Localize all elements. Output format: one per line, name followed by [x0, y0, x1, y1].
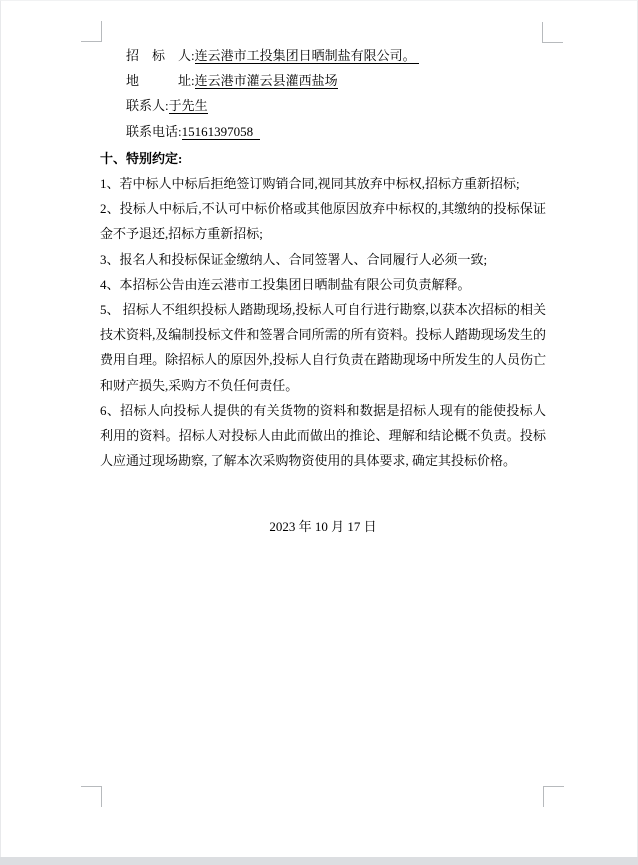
- clause-paragraph-2: 2、投标人中标后,不认可中标价格或其他原因放弃中标权的,其缴纳的投标保证金不予退还,招标方重新招标;: [100, 201, 546, 242]
- document-text-area: [100, 43, 546, 540]
- contact-block: [100, 43, 546, 144]
- contact-row-contact-person: [100, 93, 546, 118]
- clause-paragraph-5: 5、 招标人不组织投标人踏勘现场,投标人可自行进行勘察,以获本次招标的相关技术资料,及编制投标文件和签署合同所需的所有资料。投标人踏勘现场发生的费用自理。除招标人的原因外,投标人自行负责在踏勘现场中所发生的人员伤亡和财产损失,采购方不负任何责任。: [100, 302, 546, 393]
- date-line: 2023 年 10 月 17 日: [269, 519, 377, 535]
- field-label-phone: 联系电话:: [126, 123, 182, 139]
- clause-paragraph-3: 3、报名人和投标保证金缴纳人、合同签署人、合同履行人必须一致;: [100, 251, 488, 267]
- clause-paragraph-4: 4、本招标公告由连云港市工投集团日晒制盐有限公司负责解释。: [100, 276, 471, 292]
- margin-crop-mark-top-left-icon: [81, 21, 102, 42]
- margin-crop-mark-top-right-icon: [542, 22, 563, 43]
- contact-row-phone: [100, 119, 546, 144]
- section-title-special-provisions: 十、特别约定:: [100, 150, 183, 166]
- field-value-phone: 15161397058: [181, 123, 260, 139]
- margin-crop-mark-bottom-left-icon: [81, 786, 102, 807]
- clause-paragraph-1: 1、若中标人中标后拒绝签订购销合同,视同其放弃中标权,招标方重新招标;: [100, 176, 520, 192]
- margin-crop-mark-bottom-right-icon: [543, 786, 564, 807]
- clause-paragraph-6: 6、招标人向投标人提供的有关货物的资料和数据是招标人现有的能使投标人利用的资料。招标人对投标人由此而做出的推论、理解和结论概不负责。投标人应通过现场勘察, 了解本次采购物资使用的具体要求, 确定其投标价格。: [100, 402, 546, 469]
- field-value-address: 连云港市灌云县灌西盐场: [194, 73, 338, 89]
- field-label-bidder: 招 标 人:: [126, 48, 195, 63]
- field-label-address: 地 址:: [126, 73, 195, 89]
- contact-row-bidder: [100, 43, 546, 68]
- field-label-contact-person: 联系人:: [126, 98, 169, 114]
- field-value-bidder: 连云港市工投集团日晒制盐有限公司。: [194, 48, 419, 63]
- field-value-contact-person: 于先生: [168, 98, 208, 114]
- contact-row-address: [100, 68, 546, 93]
